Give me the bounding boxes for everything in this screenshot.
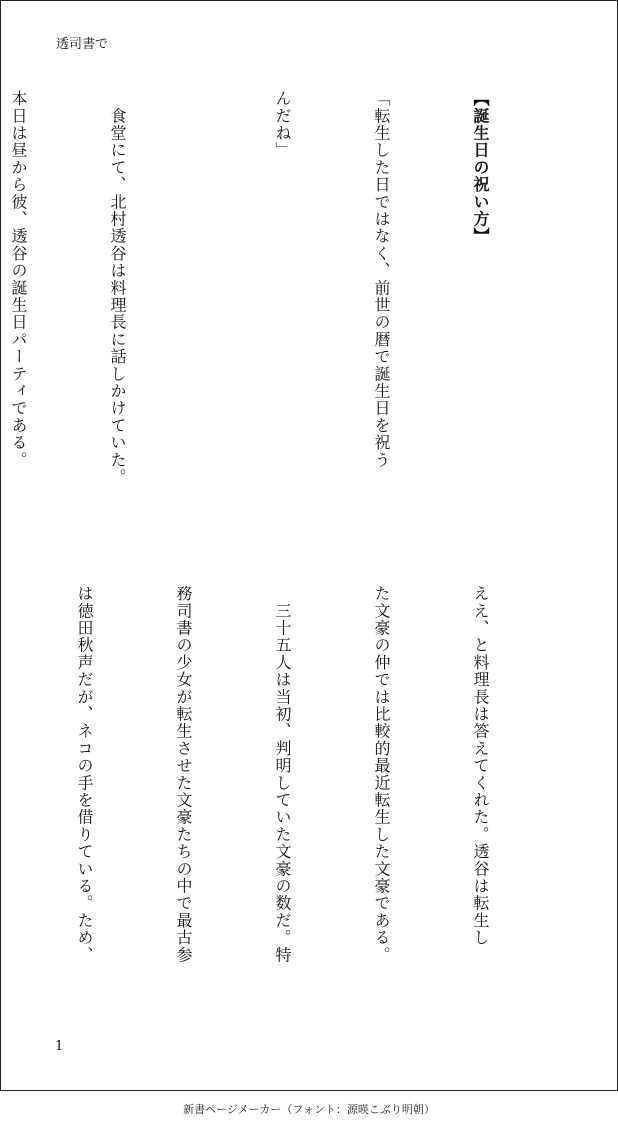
running-head: 透司書で (56, 37, 109, 52)
text-line: 「転生した日ではなく、前世の暦で誕生日を祝う (372, 90, 391, 469)
text-line: んだね」 (273, 90, 292, 159)
text-line: た文豪の仲では比較的最近転生した文豪である。 (372, 585, 391, 964)
section-heading: 【誕生日の祝い方】 (471, 90, 490, 245)
text-line: 務司書の少女が転生させた文豪たちの中で最古参 (174, 585, 193, 964)
text-line: は徳田秋声だが、ネコの手を借りている。ため、 (75, 585, 94, 964)
page-number: 1 (55, 1039, 64, 1054)
text-line: ええ、と料理長は答えてくれた。透谷は転生し (471, 585, 490, 947)
footer-caption: 新書ページメーカー（フォント：源暎こぶり明朝） (183, 1103, 435, 1116)
text-line: 本日は昼から彼、透谷の誕生日パーティである。 (9, 90, 28, 469)
bottom-text-block (48, 585, 563, 1025)
top-text-block (9, 90, 563, 530)
text-line (0, 585, 2, 1025)
text-line: 食堂にて、北村透谷は料理長に話しかけていた。 (108, 90, 127, 486)
text-line: 三十五人は当初、判明していた文豪の数だ。特 (273, 585, 292, 964)
